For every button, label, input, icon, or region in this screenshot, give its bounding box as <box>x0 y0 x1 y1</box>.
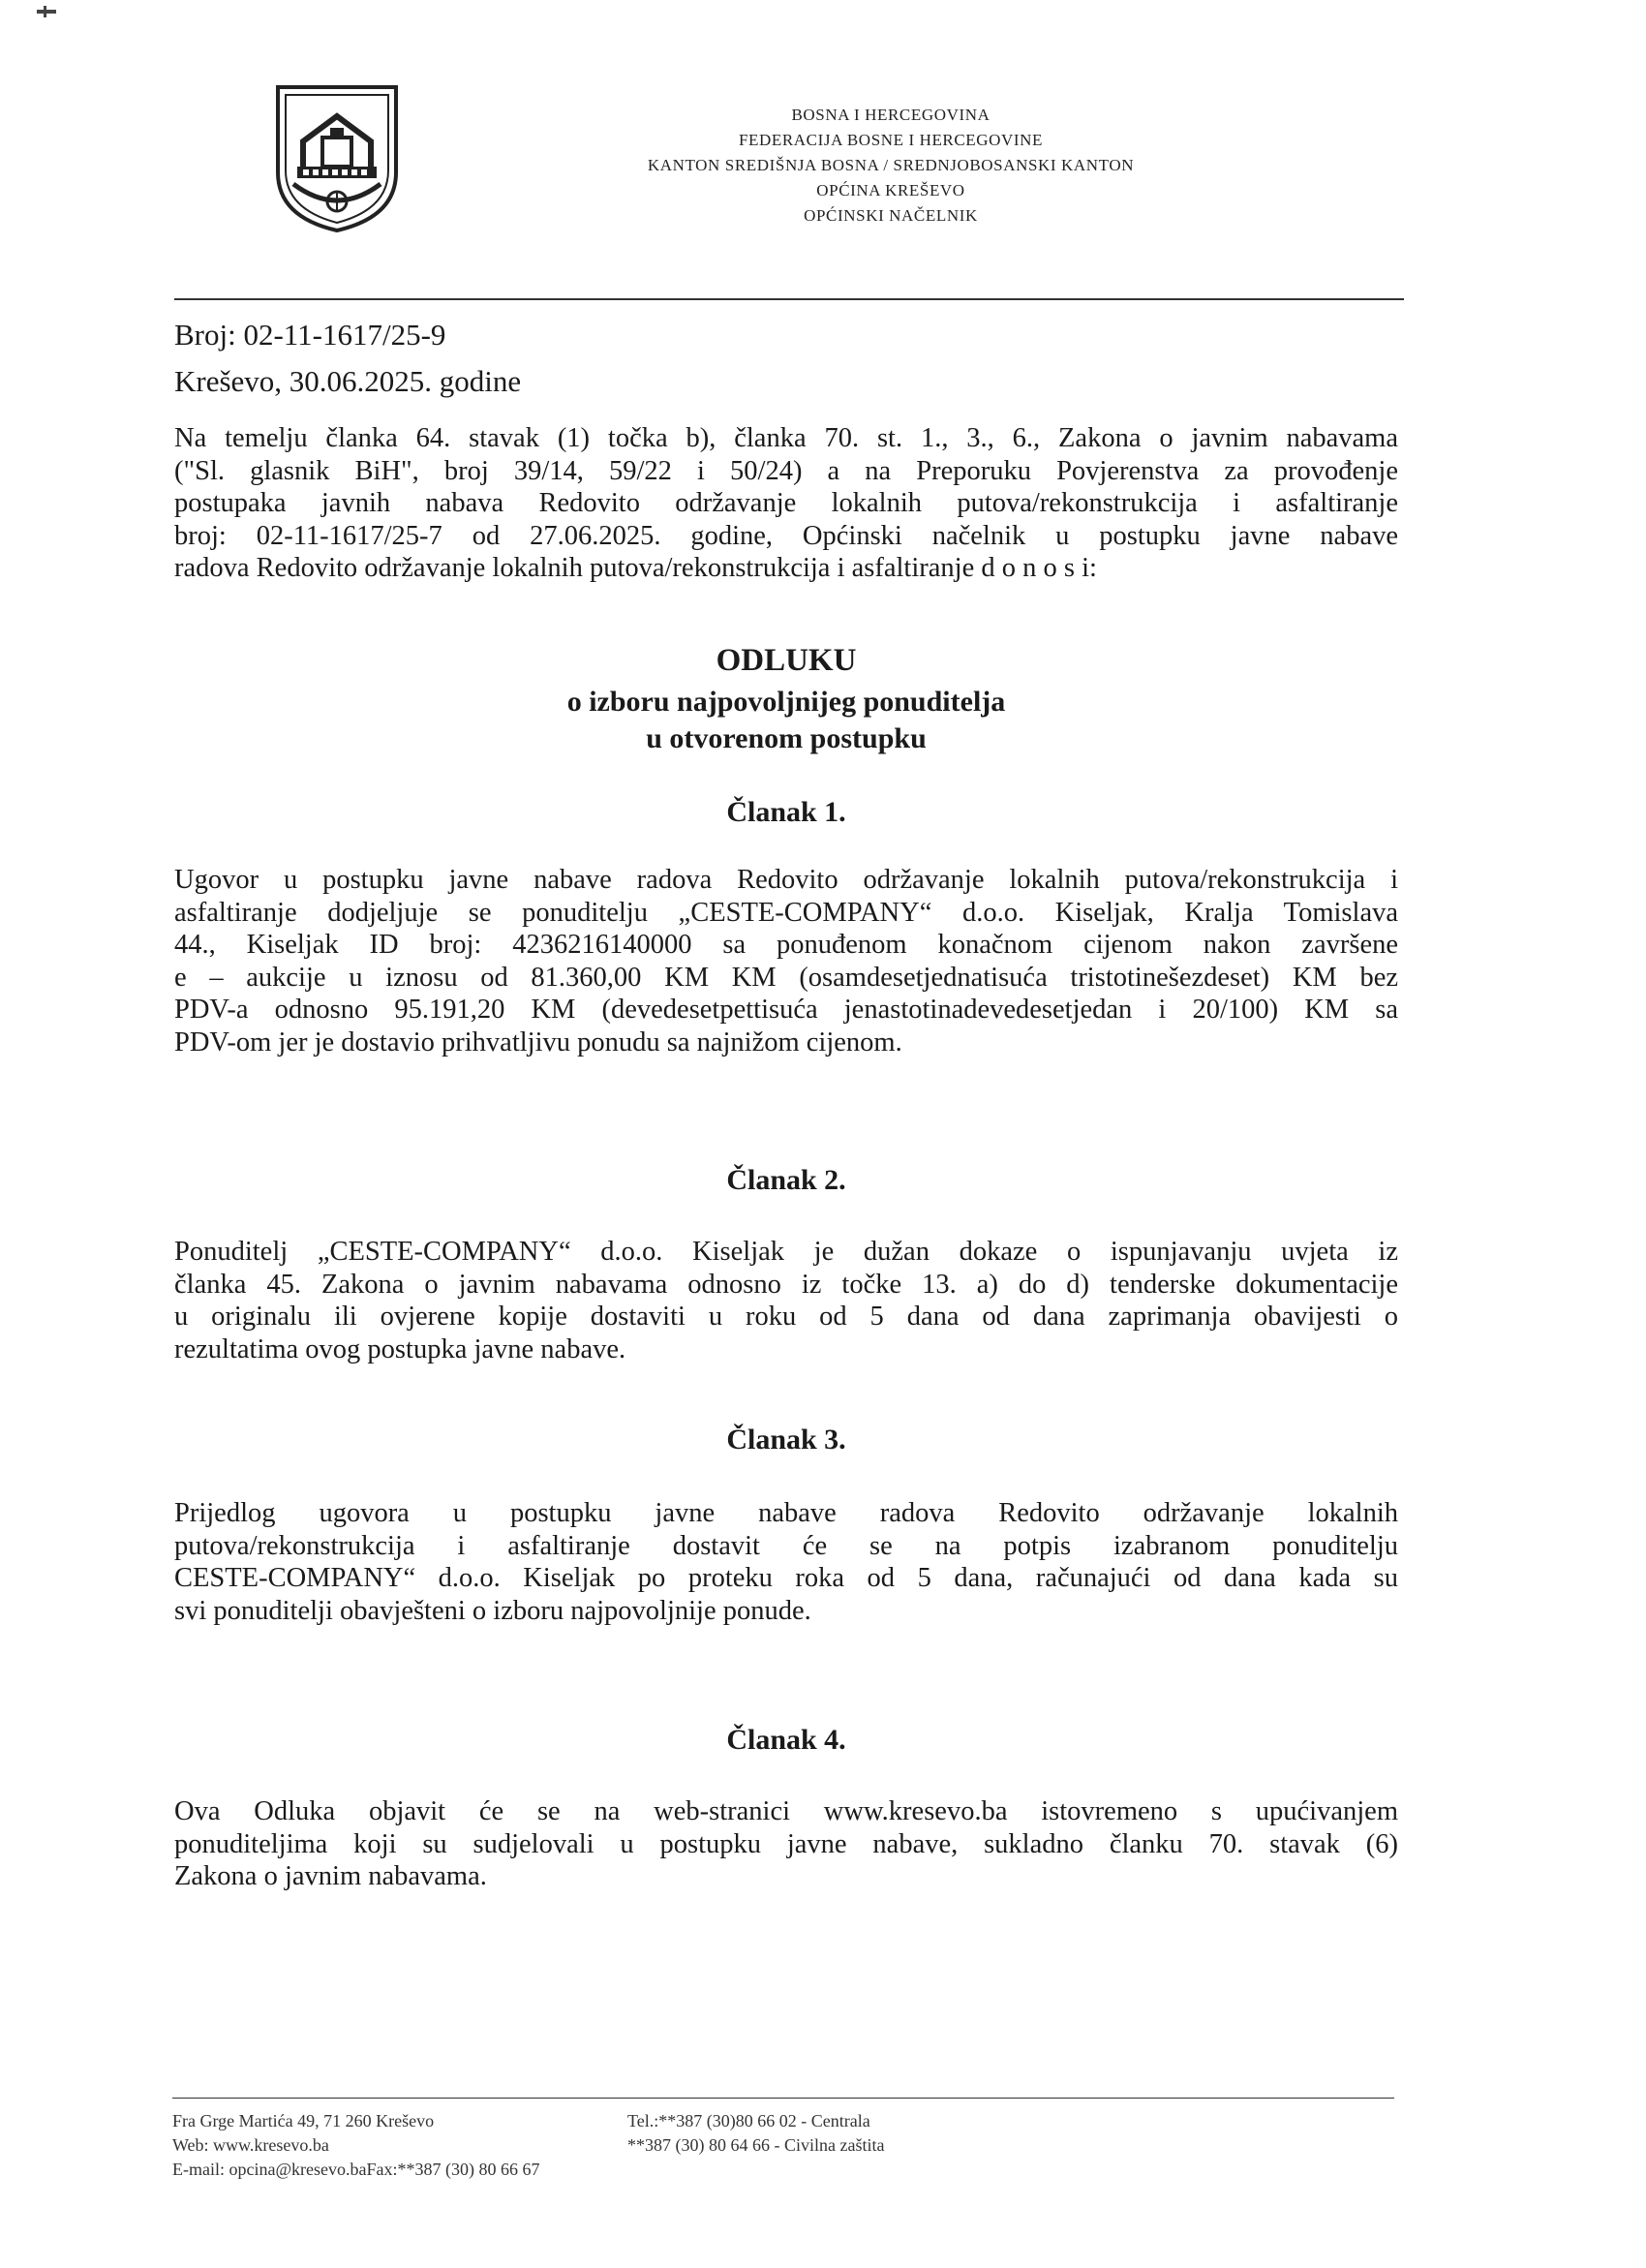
article-line: asfaltiranje dodjeljuje se ponuditelju „CESTE-COMPANY“ d.o.o. Kiseljak, Kralja Tomislava <box>174 897 1398 928</box>
header-federation: FEDERACIJA BOSNE I HERCEGOVINE <box>738 131 1044 149</box>
article-line: Ova Odluka objavit će se na web-stranici www.kresevo.ba istovremeno s upućivanjem <box>174 1796 1398 1826</box>
header-country: BOSNA I HERCEGOVINA <box>791 106 991 124</box>
letterhead <box>542 103 1239 229</box>
header-municipality: OPĆINA KREŠEVO <box>816 181 965 199</box>
article-line: članka 45. Zakona o javnim nabavama odnosno iz točke 13. a) do d) tenderske dokumentacije <box>174 1269 1398 1300</box>
article-line: PDV-om jer je dostavio prihvatljivu ponudu sa najnižom cijenom. <box>174 1027 902 1057</box>
article-line: PDV-a odnosno 95.191,20 KM (devedesetpettisuća jenastotinadevedesetjedan i 20/100) KM sa <box>174 995 1398 1025</box>
footer-email-fax[interactable]: E-mail: opcina@kresevo.baFax:**387 (30) 80 66 67 <box>172 2160 540 2179</box>
article-line: ponuditeljima koji su sudjelovali u postupku javne nabave, sukladno članku 70. stavak (6) <box>174 1828 1398 1859</box>
header-divider <box>174 298 1404 300</box>
article-heading: Članak 4. <box>726 1724 846 1756</box>
footer-address: Fra Grge Martića 49, 71 260 Kreševo <box>172 2111 435 2130</box>
header-canton: KANTON SREDIŠNJA BOSNA / SREDNJOBOSANSKI KANTON <box>647 156 1135 174</box>
preamble-line: ("Sl. glasnik BiH", broj 39/14, 59/22 i 50/24) a na Preporuku Povjerenstva za provođenje <box>174 455 1398 486</box>
scan-artifact-corner <box>44 6 46 17</box>
document-number: Broj: 02-11-1617/25-9 <box>174 318 446 352</box>
preamble-line: Na temelju članka 64. stavak (1) točka b), članka 70. st. 1., 3., 6., Zakona o javnim nabavama <box>174 423 1398 453</box>
article-line: u originalu ili ovjerene kopije dostaviti u roku od 5 dana od dana zaprimanja obavijesti o <box>174 1302 1398 1332</box>
article-body <box>174 1497 1398 1627</box>
article-line: 44., Kiseljak ID broj: 4236216140000 sa ponuđenom konačnom cijenom nakon završene <box>174 930 1398 960</box>
article-body <box>174 1236 1398 1365</box>
article-body <box>174 864 1398 1058</box>
footer-website[interactable]: Web: www.kresevo.ba <box>172 2135 329 2155</box>
footer-phone-civil: **387 (30) 80 64 66 - Civilna zaštita <box>627 2135 885 2155</box>
article-line: Ponuditelj „CESTE-COMPANY“ d.o.o. Kiseljak je dužan dokaze o ispunjavanju uvjeta iz <box>174 1237 1398 1267</box>
article-line: putova/rekonstrukcija i asfaltiranje dostavit će se na potpis izabranom ponuditelju <box>174 1530 1398 1561</box>
decision-subtitle: u otvorenom postupku <box>646 722 927 754</box>
decision-title: ODLUKU <box>716 643 857 678</box>
article-heading: Članak 3. <box>726 1424 846 1456</box>
preamble-line: broj: 02-11-1617/25-7 od 27.06.2025. godine, Općinski načelnik u postupku javne nabave <box>174 520 1398 551</box>
article-body <box>174 1795 1398 1893</box>
scan-artifact-corner <box>37 10 56 14</box>
preamble <box>174 422 1398 585</box>
decision-subtitle: o izboru najpovoljnijeg ponuditelja <box>566 686 1006 718</box>
article-line: e – aukcije u iznosu od 81.360,00 KM KM (osamdesetjednatisuća tristotinešezdeset) KM bez <box>174 962 1398 993</box>
document-meta <box>174 312 521 405</box>
footer-phone-central: Tel.:**387 (30)80 66 02 - Centrala <box>627 2111 870 2130</box>
footer-divider <box>172 2098 1394 2099</box>
preamble-line: radova Redovito održavanje lokalnih putova/rekonstrukcija i asfaltiranje d o n o s i: <box>174 553 1097 583</box>
article-line: Zakona o javnim nabavama. <box>174 1861 487 1891</box>
footer-contacts <box>172 2109 1141 2182</box>
municipality-crest-logo <box>274 83 400 234</box>
article-line: CESTE-COMPANY“ d.o.o. Kiseljak po proteku roka od 5 dana, računajući od dana kada su <box>174 1563 1398 1593</box>
article-heading: Članak 1. <box>726 796 846 828</box>
document-place-date: Kreševo, 30.06.2025. godine <box>174 364 522 398</box>
article-heading: Članak 2. <box>726 1164 846 1196</box>
preamble-line: postupaka javnih nabava Redovito održavanje lokalnih putova/rekonstrukcija i asfaltiranje <box>174 488 1398 518</box>
header-office: OPĆINSKI NAČELNIK <box>804 206 978 225</box>
article-line: Ugovor u postupku javne nabave radova Redovito održavanje lokalnih putova/rekonstrukcija i <box>174 865 1398 895</box>
article-line: rezultatima ovog postupka javne nabave. <box>174 1333 626 1364</box>
article-line: Prijedlog ugovora u postupku javne nabave radova Redovito održavanje lokalnih <box>174 1498 1398 1528</box>
article-line: svi ponuditelji obavješteni o izboru najpovoljnije ponude. <box>174 1595 811 1626</box>
